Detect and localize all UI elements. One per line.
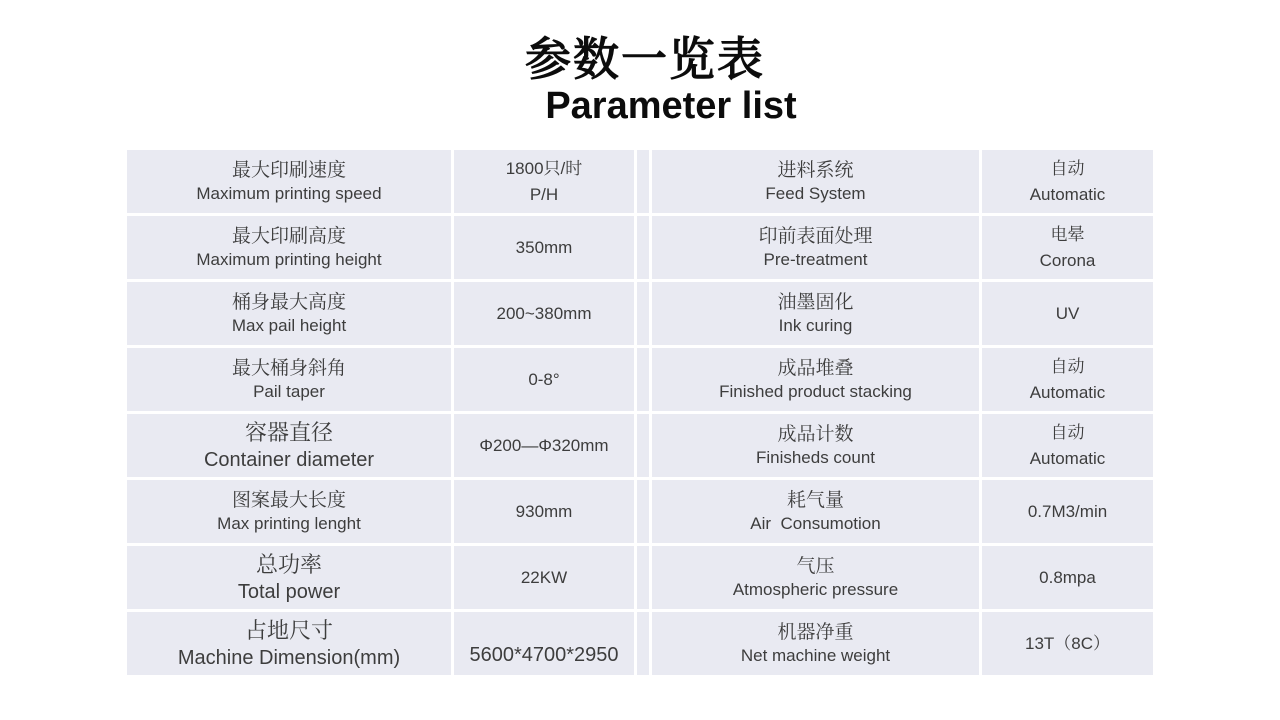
param-value-cell-max-pail-height	[454, 282, 634, 345]
param-label-cell-feed-system	[652, 150, 979, 213]
param-label-en: Maximum printing height	[196, 250, 382, 270]
page-title	[0, 32, 1280, 128]
param-label-en: Container diameter	[203, 449, 375, 472]
spacer-cell	[637, 414, 649, 477]
param-value-cell-max-printing-height	[454, 216, 634, 279]
param-value-line: 0.7M3/min	[1027, 501, 1108, 521]
param-value-cell-feed-system	[982, 150, 1153, 213]
param-label-zh: 印前表面处理	[758, 225, 873, 247]
param-label-cell-max-pail-height	[127, 282, 451, 345]
param-label-zh: 占地尺寸	[244, 617, 333, 643]
param-value-cell-pail-taper	[454, 348, 634, 411]
param-label-en: Machine Dimension(mm)	[177, 647, 401, 670]
param-label-zh: 油墨固化	[777, 291, 854, 313]
param-value-cell-max-printing-length	[454, 480, 634, 543]
param-label-en: Ink curing	[778, 316, 853, 336]
param-label-cell-pail-taper	[127, 348, 451, 411]
spacer-cell	[637, 150, 649, 213]
param-value-line: Automatic	[1029, 382, 1106, 402]
param-value-cell-net-machine-weight	[982, 612, 1153, 675]
param-label-zh: 成品堆叠	[777, 357, 854, 379]
param-label-cell-max-printing-length	[127, 480, 451, 543]
param-label-cell-max-printing-speed	[127, 150, 451, 213]
param-value-line: UV	[1055, 303, 1080, 323]
param-value-line: 电晕	[1050, 225, 1085, 244]
param-value-line: 200~380mm	[496, 303, 592, 323]
param-label-zh: 成品计数	[777, 423, 854, 445]
page-title-en: Parameter list	[545, 85, 797, 128]
param-label-cell-container-diameter	[127, 414, 451, 477]
param-value-line: 自动	[1050, 357, 1085, 376]
spacer-cell	[637, 546, 649, 609]
param-label-cell-atmospheric-pressure	[652, 546, 979, 609]
param-value-cell-product-stacking	[982, 348, 1153, 411]
param-label-zh: 气压	[796, 555, 835, 577]
param-value-line: 930mm	[515, 501, 573, 521]
param-label-en: Finished product stacking	[719, 382, 912, 402]
param-label-cell-net-machine-weight	[652, 612, 979, 675]
param-label-zh: 最大印刷高度	[231, 225, 346, 247]
param-value-line: 自动	[1050, 423, 1085, 442]
param-label-cell-ink-curing	[652, 282, 979, 345]
param-label-en: Max printing lenght	[217, 514, 361, 534]
param-label-en: Total power	[237, 581, 341, 604]
param-value-cell-max-printing-speed	[454, 150, 634, 213]
param-label-cell-finisheds-count	[652, 414, 979, 477]
param-value-line: 自动	[1050, 159, 1085, 178]
param-label-zh: 最大桶身斜角	[231, 357, 346, 379]
param-value-line: Φ200—Φ320mm	[479, 435, 609, 455]
parameter-table	[127, 150, 1153, 675]
param-value-line: Corona	[1039, 250, 1096, 270]
param-label-zh: 图案最大长度	[231, 489, 346, 511]
param-value-line: 13T（8C）	[1024, 633, 1111, 653]
param-value-line: 350mm	[515, 237, 573, 257]
param-label-zh: 桶身最大高度	[231, 291, 346, 313]
param-label-en: Air Consumotion	[750, 514, 881, 534]
spacer-cell	[637, 612, 649, 675]
param-value-line: 1800只/时	[505, 159, 583, 178]
spacer-cell	[637, 480, 649, 543]
param-value-line: Automatic	[1029, 184, 1106, 204]
page-title-zh: 参数一览表	[525, 33, 765, 85]
param-value-cell-machine-dimension	[454, 612, 634, 675]
param-value-cell-air-consumption	[982, 480, 1153, 543]
param-value-cell-finisheds-count	[982, 414, 1153, 477]
param-value-line: Automatic	[1029, 448, 1106, 468]
param-label-en: Finisheds count	[755, 448, 876, 468]
param-value-line: P/H	[529, 184, 559, 204]
param-label-zh: 容器直径	[244, 419, 333, 445]
param-label-cell-total-power	[127, 546, 451, 609]
param-label-en: Maximum printing speed	[196, 184, 382, 204]
param-value-cell-ink-curing	[982, 282, 1153, 345]
param-value-line: 0-8°	[528, 369, 560, 389]
param-label-en: Atmospheric pressure	[732, 580, 899, 600]
param-label-en: Pre-treatment	[763, 250, 868, 270]
param-value-cell-total-power	[454, 546, 634, 609]
param-label-zh: 总功率	[255, 551, 322, 577]
param-label-en: Pail taper	[253, 382, 325, 402]
param-label-en: Net machine weight	[740, 646, 891, 666]
param-label-cell-pre-treatment	[652, 216, 979, 279]
param-label-cell-machine-dimension	[127, 612, 451, 675]
param-value-line: 0.8mpa	[1039, 567, 1096, 587]
spacer-cell	[637, 348, 649, 411]
spacer-cell	[637, 282, 649, 345]
param-label-en: Max pail height	[231, 316, 347, 336]
param-label-zh: 进料系统	[777, 159, 854, 181]
param-value-cell-container-diameter	[454, 414, 634, 477]
spacer-cell	[637, 216, 649, 279]
param-label-en: Feed System	[765, 184, 866, 204]
param-label-cell-air-consumption	[652, 480, 979, 543]
param-label-zh: 最大印刷速度	[231, 159, 346, 181]
param-label-zh: 机器净重	[777, 621, 854, 643]
param-label-cell-max-printing-height	[127, 216, 451, 279]
param-value-cell-atmospheric-pressure	[982, 546, 1153, 609]
param-value-cell-pre-treatment	[982, 216, 1153, 279]
param-label-zh: 耗气量	[786, 489, 844, 511]
param-label-cell-product-stacking	[652, 348, 979, 411]
param-value-line: 22KW	[520, 567, 568, 587]
param-value-line: 5600*4700*2950	[469, 644, 619, 666]
